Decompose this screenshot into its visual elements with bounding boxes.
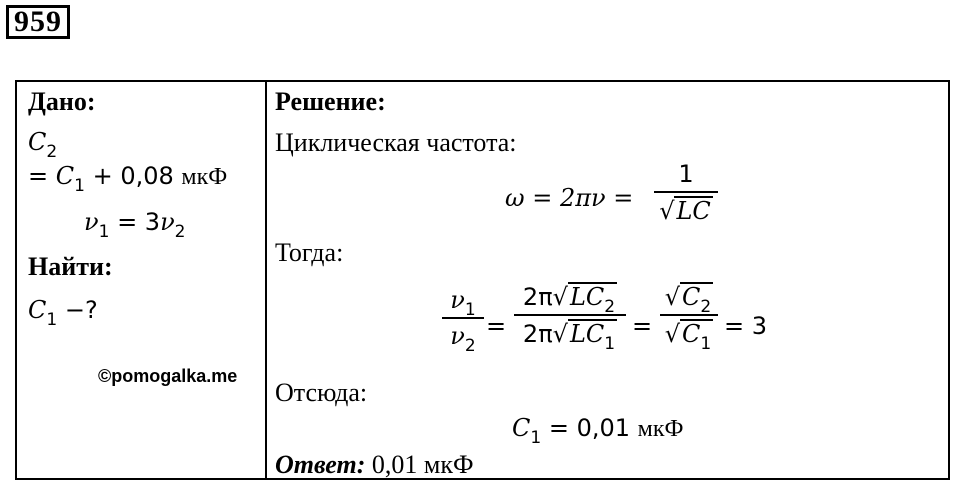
answer-label: Ответ: (275, 450, 366, 479)
solution-heading: Решение: (275, 87, 386, 116)
find-target: $C_1$ −? (28, 296, 98, 330)
given-c2-expression: = $C_1 + 0,08$ мкФ (28, 162, 228, 196)
equals-1: = (486, 312, 507, 340)
c-ratio: $√C_2$ $√C_1$ (660, 282, 718, 348)
column-divider (265, 80, 267, 480)
problem-number: 959 (6, 5, 70, 39)
omega-fraction: 1 √LC (654, 160, 718, 225)
watermark: ©pomogalka.me (98, 366, 238, 386)
lc-ratio: $2\pi√LC_2$ $2\pi√LC_1$ (514, 282, 626, 348)
solution-line-then: Тогда: (275, 238, 344, 267)
given-heading: Дано: (28, 87, 96, 116)
answer-line (275, 450, 474, 480)
answer-value: 0,01 мкФ (371, 450, 474, 479)
solution-line-cyclic: Циклическая частота: (275, 128, 517, 157)
nu-ratio: $\nu_1$ $\nu_2$ (442, 286, 484, 350)
solution-line-hence: Отсюда: (275, 378, 368, 407)
final-result: $C_1 = 0,01$ мкФ (512, 414, 684, 448)
find-heading: Найти: (28, 252, 113, 281)
given-c2: $C_2$ (28, 128, 58, 162)
equals-2: = (632, 312, 653, 340)
ratio-result: = 3 (724, 312, 768, 340)
omega-formula: ω = 2πν = (505, 184, 634, 212)
given-nu-relation: $\nu_1 = 3\nu_2$ (84, 208, 186, 242)
